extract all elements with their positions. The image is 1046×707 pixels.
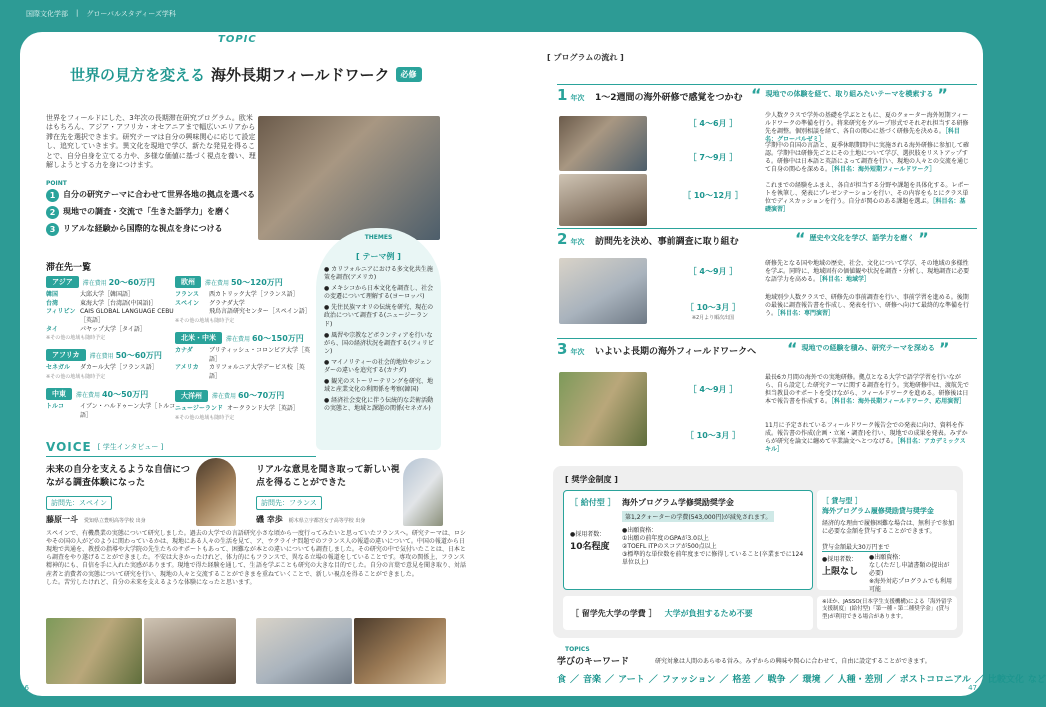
region-cost [205, 277, 283, 288]
region-cost [226, 333, 304, 344]
region-name: 大洋州 [175, 390, 208, 402]
region-header [46, 349, 181, 361]
region-name: 欧州 [175, 276, 201, 288]
region-name: アフリカ [46, 349, 86, 361]
grant-count-label: ●採用者数： [570, 531, 606, 538]
student-1-text: スペインで、有機農業の実態について研究しました。過去の大学での言語研究やその国の人がどのように関わっているかは、現地にある人々の生活を見て、現地で共通を、教授の指導や大学院の先生たちのサポートもあって、困難ながら調査をやり遂げることができました。不安は大きかったけれど、体力的にも精神的にも、自信を手に入れた実感があります。現地で得た経験を通して、生産者と消費者の実態について研究を行い、現地の人々と交流することができました。苦労したけれど、自分の未来を支えるような体験になったと思います。 [46, 530, 257, 586]
page-header [26, 9, 176, 19]
tuition-row [563, 596, 813, 630]
period-text: 11月に予定されているフィールドワーク報告会での発表に向け、資料を作成。報告書の作成(企画・立案・調査)を行い、現地での成果を発表。みずからが研究を論文に纏めて卒業論文へとつなげる。 [765, 422, 968, 446]
period: ［ 4〜6月 ］ [688, 119, 738, 128]
theme-text: 風習や宗教などボランティアを行いながら、国の経済状況を調査する(フィリピン) [324, 331, 434, 355]
stay-row [46, 326, 181, 335]
stay-country: 韓国 [46, 291, 59, 298]
period: ［ 4〜9月 ］ [688, 385, 738, 394]
point-item [46, 223, 266, 236]
stay-univ: 飛鳥言語研究センター［スペイン語］ [209, 308, 311, 316]
keyword: 比較文化 [987, 675, 1024, 685]
loan-cond: なし(ただし申請書類の提出が必要) [869, 562, 950, 578]
stay-row [175, 308, 313, 317]
kw-label: TOPICS [565, 646, 590, 653]
period-text: 地域別少人数クラスで、研修先の事前調査を行い、事前学習を進める。後期の最後に調査報告書を作成し、発表を行い、研修へ向けて最終的な準備を行う。 [765, 294, 970, 318]
flow-heading: [ プログラムの流れ ] [547, 53, 624, 62]
theme-text: 経済社会変化に伴う伝統的な芸術活動の実態と、地域と課題の関係(セネガル) [324, 397, 434, 413]
student-2-dest: 訪問先：フランス [256, 496, 322, 510]
cost-value: 20〜60万円 [108, 277, 155, 287]
themes-panel [316, 228, 441, 450]
loan-type: ［ 貸与型 ］ [822, 497, 862, 505]
period-text: 研修先となる国や地域の歴史、社会、文化について学び、その地域の多様性を学ぶ。同時に、地域固有の価値観や状況を調査・分析し、現地調査に必要な語学力を高める。 [765, 260, 970, 284]
period-label: 4〜9月 [699, 267, 727, 276]
kw-list: 食 ／ 音楽 ／ アート ／ ファッション ／ 格差 ／ 戦争 ／ 環境 ／ 人種・差別 ／ ポストコロニアル ／ 比較文化 など [557, 672, 1046, 685]
period-desc [765, 260, 971, 284]
title-b: 海外長期フィールドワーク [211, 66, 390, 84]
student-2-portrait [403, 458, 443, 526]
kw-heading: 学びのキーワード [557, 657, 630, 667]
stay-country [175, 308, 205, 317]
keyword: など [1027, 675, 1046, 685]
point-number: 2 [46, 206, 59, 219]
intro-text: 世界をフィールドにした、3年次の長期滞在研究プログラム。欧米はもちろん、アジア・アフリカ・オセアニアまで幅広いエリアから滞在先を選択できます。研究テーマは自分の興味関心に応じて設定し、追究していきます。異文化を現地で学び、新たな発見を得ることで、自分自身を立てる力や、多様な価値に基づく視点を養い、理解しようとする力を身につけます。 [46, 114, 256, 170]
loan-count-label: ●採用者数： [822, 556, 858, 563]
loan-cond-label: ●出願資格： [869, 554, 905, 561]
stay-univ: グラナダ大学 [209, 299, 245, 307]
themes-label: THEMES [364, 234, 393, 241]
cost-label: 滞在費用 [226, 335, 251, 343]
voice-sub: [ 学生インタビュー ] [97, 443, 164, 451]
region-rows [46, 364, 181, 380]
region-rows [175, 347, 313, 382]
quote-text: 現地での体験を経て、取り組みたいテーマを模索する [765, 90, 934, 99]
topic-label: TOPIC [218, 34, 257, 45]
stay-country: アメリカ [175, 364, 199, 372]
subject-tag: ［科目名：グローバルゼミ］ [765, 128, 960, 144]
period-label: 4〜9月 [699, 385, 727, 394]
tuition-value: 大学が負担するため不要 [664, 608, 753, 618]
stay-row [46, 364, 181, 373]
stay-col-2 [175, 276, 313, 421]
keyword: 戦争 [767, 675, 786, 685]
period-label: 7〜9月 [699, 153, 727, 162]
region-rows [46, 291, 181, 341]
period: ［ 7〜9月 ］ [688, 153, 738, 162]
required-badge: 必修 [396, 67, 422, 82]
period-desc [765, 374, 971, 406]
kw-desc: 研究対象は人間のあらゆる営み。みずからの興味や関心に合わせて、自由に設定することができます。 [655, 658, 931, 665]
scholarship-heading: [ 奨学金制度 ] [565, 475, 618, 484]
loan-conditions [869, 554, 955, 594]
period: ［ 10〜3月 ］ [685, 431, 741, 440]
year-3-quote [787, 341, 949, 357]
loan-cond: ※海外対応プログラムでも利用可能 [869, 578, 952, 594]
loan-desc: 経済的な理由で履修困難な場合は、無利子で参加に必要な金額を貸与することができます。 [822, 520, 955, 536]
stay-country: カナダ [175, 347, 193, 355]
header-sep: | [76, 9, 79, 17]
region-header [175, 276, 313, 288]
region-header [46, 276, 181, 288]
cost-value: 40〜50万円 [101, 389, 149, 399]
point-item [46, 189, 266, 202]
grant-count: 10名程度 [570, 542, 610, 552]
student-1-dest: 訪問先：スペイン [46, 496, 112, 510]
group-photo [258, 116, 440, 240]
period-label: 4〜6月 [699, 119, 727, 128]
market-photo [46, 618, 142, 684]
stay-row [46, 291, 181, 300]
stay-row [175, 405, 313, 414]
festival-photo [354, 618, 446, 684]
period: ［ 10〜12月 ］ [683, 191, 743, 200]
region-header [175, 332, 313, 344]
region-cost [76, 389, 148, 400]
quote-close-icon: ” [937, 85, 948, 104]
period-desc [765, 182, 971, 214]
grant-cond: ③標準的な単位数を前年度までに修得していること(卒業までに124単位以上) [622, 551, 804, 567]
theme-item: ● 風習や宗教などボランティアを行いながら、国の経済状況を調査する(フィリピン) [324, 331, 434, 355]
period: ［ 10〜3月 ］ [685, 303, 741, 312]
stay-univ: ダカール大学［フランス語］ [80, 364, 158, 372]
stay-univ: オークランド大学［英語］ [226, 404, 299, 412]
stay-row [46, 308, 181, 325]
title-a: 世界の見方を変える [70, 66, 206, 84]
point-label: POINT [46, 180, 67, 187]
grant-conditions [622, 527, 808, 567]
loan-amount: 貸与金額最大30万円まで [822, 544, 890, 551]
stay-row [175, 347, 313, 364]
grant-card [563, 490, 813, 590]
voice-header [46, 440, 316, 457]
year-1-photo-a [559, 116, 647, 171]
food-photo [144, 618, 236, 684]
period-desc [765, 294, 971, 318]
period-note: ※2月より順次出国 [691, 315, 735, 321]
keyword: ファッション [661, 675, 716, 685]
student-2-title: リアルな意見を聞き取って新しい視点を得ることができた [256, 465, 400, 489]
student-2-school: 栃木県立宇都宮女子高等学校 出身 [288, 518, 366, 525]
cost-label: 滞在費用 [89, 352, 114, 360]
stay-univ: カリフォルニア大学デービス校［英語］ [209, 364, 305, 381]
keyword: 格差 [732, 675, 751, 685]
loan-card [817, 490, 957, 594]
grant-cond-label: ●出願資格： [622, 527, 658, 534]
year-1-label [557, 86, 584, 104]
keyword: アート [618, 675, 645, 685]
stay-univ: パヤップ大学［タイ語］ [80, 325, 146, 333]
subject-tag: ［科目名：アカデミックスキル］ [765, 438, 966, 454]
region-header [46, 388, 181, 400]
page-number-left: 46 [20, 684, 29, 692]
year-1-photo-b [559, 174, 647, 226]
cost-label: 滞在費用 [76, 391, 101, 399]
quote-text: 歴史や文化を学び、語学力を磨く [809, 234, 915, 243]
tuition-label: ［ 留学先大学の学費 ］ [571, 608, 657, 618]
stay-col-1 [46, 276, 181, 421]
year-2-quote [795, 231, 929, 247]
period-text: これまでの経験をふまえ、各自が担当する分野や課題を具体化する。レポートを執筆し、発表にプレゼンテーションを行い、その内容をもとにクラス単位でディスカッションを行う。自分が関心のある課題を選ぶ。 [765, 182, 970, 206]
subject-tag: ［科目名：専門演習］ [777, 310, 835, 318]
stay-heading: 滞在先一覧 [46, 263, 92, 273]
city-photo [256, 618, 352, 684]
year-unit: 年次 [570, 94, 585, 102]
year-3-photo [559, 372, 647, 446]
region-name: 北米・中米 [175, 332, 222, 344]
stay-univ: CAIS GLOBAL LANGUAGE CEBU［英語］ [80, 308, 174, 325]
stay-country: フィリピン [46, 308, 76, 316]
period: ［ 4〜9月 ］ [688, 267, 738, 276]
quote-text: 現地での経験を積み、研究テーマを深める [801, 344, 935, 353]
stay-row [46, 403, 181, 420]
theme-text: マイノリティーの社会的地位やジェンダーの違いを追究する(カナダ) [324, 358, 432, 375]
cost-value: 50〜120万円 [230, 277, 283, 287]
subject-tag: ［科目名：海外短期フィールドワーク］ [831, 166, 936, 174]
stay-univ: ブリティッシュ・コロンビア大学［英語］ [209, 347, 311, 363]
year-1-title: 1〜2週間の海外研修で感覚をつかむ [595, 93, 743, 103]
student-1-name: 藤原一斗 [46, 515, 78, 525]
theme-text: カリフォルニアにおける多文化共生施策を調査(アメリカ) [324, 266, 433, 282]
period-desc [765, 112, 971, 144]
stay-row [175, 364, 313, 381]
year-2-rule [557, 228, 977, 229]
region-note: ※その他の地域も随時予定 [46, 374, 106, 381]
loan-name: 海外プログラム履修奨励貸与奨学金 [822, 507, 934, 515]
point-number: 1 [46, 189, 59, 202]
period-label: 10〜12月 [693, 191, 733, 200]
region-rows [175, 405, 313, 421]
page-number-right: 47 [968, 684, 977, 692]
keyword: ポストコロニアル [899, 675, 971, 685]
stay-univ: 大邱大学［韓国語］ [80, 291, 135, 298]
period-text: 少人数クラスで学外の基礎を学ぶとともに、夏のクォーター海外短期フィールドワークの準備を行う。将来研究をグループ形式でそれぞれ担当する研修先を調整。個別相談を経て、各自の関心に基づく研修先を決める。 [765, 112, 969, 136]
jasso-note: ※ほか、JASSO(日本学生支援機構)による「海外留学支援制度」(給付型)「第一種・第二種奨学金」(貸与型)が利用できる場合があります。 [817, 596, 957, 630]
grant-desc: 第1,2クォーターの学費(543,000円)が減免されます。 [622, 511, 774, 522]
keyword: 音楽 [583, 675, 602, 685]
year-number: 2 [557, 230, 568, 248]
region-note: ※その他の地域も随時予定 [175, 414, 235, 421]
header-dept: 国際文化学部 [26, 10, 68, 18]
region-name: アジア [46, 276, 79, 288]
student-1-title: 未来の自分を支えるような自信につながる調査体験になった [46, 465, 190, 489]
theme-item: ● カリフォルニアにおける多文化共生施策を調査(アメリカ) [324, 266, 433, 282]
cost-label: 滞在費用 [205, 279, 230, 287]
region-cost [83, 277, 155, 288]
theme-item: ● 観光のストーリーテリングを研究、地域と産業文化の利関係を考察(韓国) [324, 378, 434, 394]
year-2-title: 訪問先を決め、事前調査に取り組む [595, 237, 739, 247]
grant-name: 海外プログラム学修奨励奨学金 [622, 498, 734, 507]
stay-country: ニュージーランド [175, 404, 223, 412]
theme-item: ● メキシコから日本文化を調査し、社会の変遷について理解する(ヨーロッパ) [324, 285, 434, 301]
voice-label: VOICE [46, 440, 92, 454]
cost-label: 滞在費用 [82, 279, 107, 287]
subject-tag: ［科目名：海外長期フィールドワーク、応用演習］ [831, 398, 966, 406]
year-2-label [557, 230, 584, 248]
year-number: 3 [557, 340, 568, 358]
scholarship-box [553, 466, 963, 638]
stay-univ: 東海大学［台湾語(中国語)］ [80, 299, 157, 307]
quote-open-icon: “ [795, 229, 806, 248]
theme-text: 観光のストーリーテリングを研究、地域と産業文化の利関係を考察(韓国) [324, 378, 434, 394]
stay-country: トルコ [46, 403, 65, 411]
region-note: ※その他の地域も随時予定 [175, 318, 235, 325]
period-desc [765, 142, 971, 174]
point-number: 3 [46, 223, 59, 236]
point-item [46, 206, 266, 219]
theme-item: ● 先住民族マオリの伝統を研究、現在の政治について調査する(ニュージーランド) [324, 304, 434, 328]
period-label: 10〜3月 [696, 303, 730, 312]
region-header [175, 390, 313, 402]
cost-value: 60〜150万円 [251, 333, 304, 343]
region-name: 中東 [46, 388, 72, 400]
period-label: 10〜3月 [696, 431, 730, 440]
student-2-name: 磯 幸歩 [256, 515, 283, 525]
stay-country: タイ [46, 325, 58, 333]
year-3-rule [557, 338, 977, 339]
stay-country: 台湾 [46, 299, 59, 307]
grant-type: ［ 給付型 ］ [570, 498, 616, 507]
keyword: 食 [557, 675, 567, 685]
year-2-photo [559, 258, 647, 324]
region-rows [46, 403, 181, 420]
student-2-text: 小さな頃から一度行ってみたいと思っていたフランスへ。研究テーマは、ロシア、ウクライナ問題でのフランス人の報道の違いについて。中国の報道から日本との違いについても調査しました。その研究の中で気付いたことは、日本とフランスで、異なる立場の報道をしていることです。専攻の関係上、フランス語を学ぶことも研究の大きな目的でした。自分の言葉で意見を聞き取り、対話を重ねていくことで、新しい視点を得ることができました。 [256, 530, 467, 578]
stay-country: スペイン [175, 299, 200, 307]
year-3-label [557, 340, 584, 358]
year-unit: 年次 [570, 238, 585, 246]
year-number: 1 [557, 86, 568, 104]
region-cost [212, 390, 284, 401]
year-3-title: いよいよ長期の海外フィールドワークへ [595, 347, 757, 357]
quote-close-icon: ” [938, 339, 950, 358]
cost-value: 60〜70万円 [237, 391, 285, 401]
grant-cond: ②TOEFL iTPのスコアが500点以上 [622, 543, 717, 551]
keyword: 人種・差別 [837, 675, 883, 685]
stay-country: フランス [175, 291, 199, 298]
period-text: 学期中の自国の言語と、夏季休暇期間中に実施される海外研修に参加して確認。学期中は研修先ごとにその土地について学び、選択肢をリストアップする。研修中は日本語と英語によって調査を行い、現地の人々との交流を通じて自身の関心を深める。 [765, 142, 970, 174]
grant-cond: ①出願の前年度のGPAが3.0以上 [622, 535, 709, 543]
theme-item: ● マイノリティーの社会的地位やジェンダーの違いを追究する(カナダ) [324, 358, 432, 375]
header-course: グローバルスタディーズ学科 [86, 10, 176, 18]
point-text: リアルな経験から国際的な視点を身につける [63, 224, 223, 234]
subject-tag: ［科目名：地域学］ [819, 276, 871, 284]
stay-row [175, 291, 313, 300]
region-rows [175, 291, 313, 324]
subject-tag: ［科目名：基礎演習］ [765, 198, 966, 214]
left-title [70, 64, 422, 85]
quote-close-icon: ” [918, 229, 929, 248]
stay-univ: 西カトリック大学［フランス語］ [209, 291, 299, 298]
right-page [505, 32, 1046, 696]
quote-open-icon: “ [751, 85, 762, 104]
themes-list [324, 266, 435, 414]
left-page [20, 32, 505, 696]
year-unit: 年次 [570, 348, 585, 356]
stay-country: セネガル [46, 364, 71, 372]
point-text: 自分の研究テーマに合わせて世界各地の拠点を選べる [63, 190, 255, 200]
year-1-quote [751, 87, 948, 103]
region-note: ※その他の地域も随時予定 [46, 335, 106, 342]
theme-item: ● 経済社会変化に伴う伝統的な芸術活動の実態と、地域と課題の関係(セネガル) [324, 397, 434, 413]
student-1-school: 愛知県立豊明高等学校 出身 [84, 518, 146, 525]
quote-open-icon: “ [787, 339, 798, 358]
period-text: 最長6カ月間の海外での実地研修。拠点となる大学で語学学習を行いながら、自ら設定した研究テーマに関する調査を行う。実地研修中は、渡航先で担当教員のサポートを受けながら、フィールドワークを進める。研修後は日本で報告書を作成する。 [765, 374, 970, 406]
student-1-portrait [196, 458, 236, 526]
keyword: 環境 [802, 675, 821, 685]
theme-text: 先住民族マオリの伝統を研究、現在の政治について調査する(ニュージーランド) [324, 304, 434, 328]
stay-univ: イブン・ハルドゥーン大学［トルコ語］ [80, 403, 176, 419]
point-text: 現地での調査・交流で「生きた語学力」を磨く [63, 207, 231, 217]
loan-count: 上限なし [822, 567, 859, 577]
year-1-rule [557, 84, 977, 85]
point-list [46, 189, 266, 236]
period-desc [765, 422, 971, 454]
themes-heading: [ テーマ例 ] [356, 252, 401, 261]
cost-label: 滞在費用 [212, 393, 237, 401]
cost-value: 50〜60万円 [115, 350, 162, 360]
theme-text: メキシコから日本文化を調査し、社会の変遷について理解する(ヨーロッパ) [324, 285, 434, 301]
region-cost [90, 350, 162, 361]
